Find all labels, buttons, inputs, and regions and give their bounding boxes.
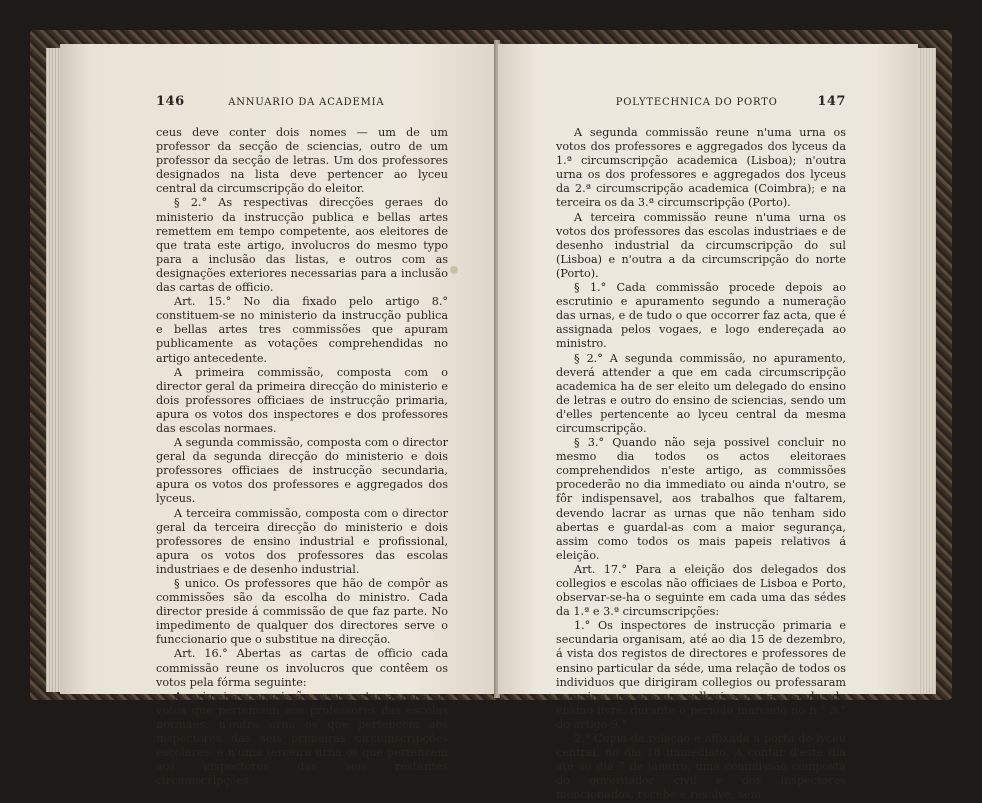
paragraph: A primeira commissão, composta com o director geral da primeira direcção do ministerio e dois professores officiaes de instrucção primaria, apura os votos dos inspectores e dos professores das escolas normaes.	[156, 365, 448, 435]
paragraph: Art. 15.° No dia fixado pelo artigo 8.° constituem-se no ministerio da instrucção publica e bellas artes tres commissões que apuram publicamente as votações comprehendidas no artigo antecedente.	[156, 295, 448, 365]
paragraph: § 2.° As respectivas direcções geraes do ministerio da instrucção publica e bellas artes remettem em tempo competente, aos eleitores de que trata este artigo, involucros do mesmo typo para a inclusão das listas, e outros com as designações exteriores necessarias para a inclusão das cartas de officio.	[156, 196, 448, 295]
right-running-head: POLYTECHNICA DO PORTO	[615, 97, 778, 108]
paragraph: ceus deve conter dois nomes — um de um professor da secção de sciencias, outro de um professor da secção de letras. Um dos professores designados na lista deve pertencer ao lyceu central da circumscripção do eleitor.	[156, 126, 448, 196]
paragraph: § 3.° Quando não seja possivel concluir no mesmo dia todos os actos eleitoraes comprehendidos n'este artigo, as commissões procederão no dia immediato ou ainda n'outro, se fôr indispensavel, aos trabalhos que faltarem, devendo lacrar as urnas que não tenham sido abertas e guardal-as com a maior segurança, assim como todos os mais papeis relativos á eleição.	[556, 436, 846, 562]
paragraph: Art. 16.° Abertas as cartas de officio cada commissão reune os involucros que contêem os votos pela fórma seguinte:	[156, 647, 448, 689]
left-running-head: ANNUARIO DA ACADEMIA	[228, 97, 385, 108]
paragraph: § 1.° Cada commissão procede depois ao escrutinio e apuramento segundo a numeração das urnas, e de tudo o que occorrer faz acta, que é assignada pelos vogaes, e logo endereçada ao ministro.	[556, 281, 846, 351]
left-page-text	[156, 126, 448, 788]
paper-blemish	[450, 266, 458, 274]
paragraph: A segunda commissão reune n'uma urna os votos dos professores e aggregados dos lyceus da 1.ª circumscripção academica (Lisboa); n'outra urna os dos professores e aggregados dos lyceus da 2.ª circumscripção academica (Coimbra); e na terceira os da 3.ª circumscripção (Porto).	[556, 126, 846, 210]
right-page-header	[556, 94, 846, 126]
left-page-header	[156, 94, 448, 126]
paragraph: § 2.° A segunda commissão, no apuramento, deverá attender a que em cada circumscripção academica ha de ser eleito um delegado do ensino de letras e outro do ensino de sciencias, sendo um d'elles pertencente ao lyceu central da mesma circumscripção.	[556, 351, 846, 435]
paragraph: Art. 17.° Para a eleição dos delegados dos collegios e escolas não officiaes de Lisboa e Porto, observar-se-ha o seguinte em cada uma das sédes da 1.ª e 3.ª circumscripções:	[556, 562, 846, 619]
paragraph: A primeira commissão reune n'uma urna os votos que pertencem aos professores das escolas normaes; n'outra urna os que pertencem aos inspectores das seis primeiras circumscripções escolares; e n'uma terceira urna os que pertencem aos inspectores das seis restantes circumscripções.	[156, 689, 448, 788]
right-page-number: 147	[817, 94, 846, 109]
paragraph: A segunda commissão, composta com o director geral da segunda direcção do ministerio e dois professores officiaes de instrucção secundaria, apura os votos dos professores e aggregados dos lyceus.	[156, 436, 448, 506]
paragraph: 1.° Os inspectores de instrucção primaria e secundaria organisam, até ao dia 15 de dezembro, á vista dos registos de directores e professores de ensino particular da séde, uma relação de todos os individuos que dirigiram collegios ou professaram o ensino nos mesmos collegios ou nas escolas de ensino livre, durante o periodo marcado no n.° 3.° do artigo 9.°	[556, 619, 846, 731]
paragraph: 2.° Copia da relação é affixada á porta do lyceu central, no dia 18 immediato. A contar d'este dia até ao dia 7 de janeiro, uma commissão composta do governador civil e dos inspectores mencionados, recebe e resolve, sem	[556, 732, 846, 802]
left-page	[60, 44, 496, 788]
right-page-text	[556, 126, 846, 803]
paragraph: A terceira commissão reune n'uma urna os votos dos professores das escolas industriaes e de desenho industrial da circumscripção do sul (Lisboa) e n'outra a da circumscripção do norte (Porto).	[556, 210, 846, 280]
paragraph: A terceira commissão, composta com o director geral da terceira direcção do ministerio e dois professores de ensino industrial e profissional, apura os votos dos professores das escolas industriaes e de desenho industrial.	[156, 506, 448, 576]
right-page	[498, 44, 918, 802]
left-page-number: 146	[156, 94, 185, 109]
paragraph: § unico. Os professores que hão de compôr as commissões são da escolha do ministro. Cada director preside á commissão de que faz parte. No impedimento de qualquer dos directores serve o funccionario que o substitue na direcção.	[156, 577, 448, 647]
